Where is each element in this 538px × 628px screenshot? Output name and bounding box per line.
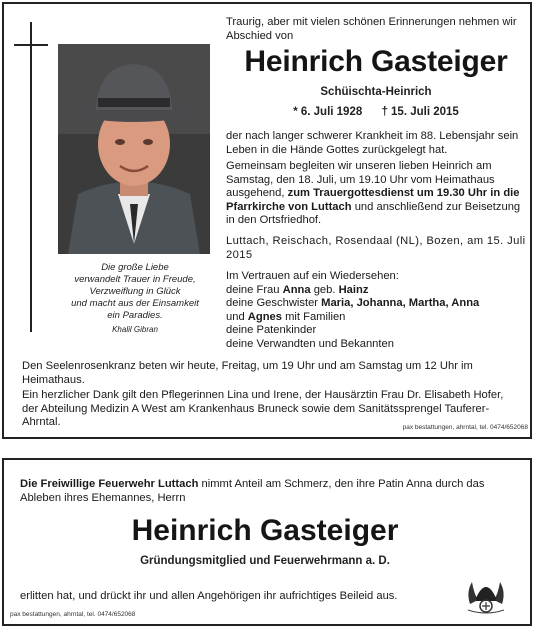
place-date: Luttach, Reischach, Rosendaal (NL), Bozen, am 15. Juli 2015 [226,235,526,261]
funeral-home-footer: pax bestattungen, ahrntal, tel. 0474/652068 [402,424,528,431]
nickname: Schüischta-Heinrich [320,86,432,98]
passing-text: der nach langer schwerer Krankheit im 88. Lebensjahr sein Leben in die Hände Gottes zurückgelegt hat. [226,130,519,156]
cross-icon [30,22,32,332]
quote-line: Verzweiflung in Glück [89,286,181,297]
fire-brigade-emblem-icon [462,574,510,614]
mourners-line [226,297,526,311]
mourners-line: deine Patenkinder [226,324,317,337]
rosary-text: Den Seelenrosenkranz beten wir heute, Freitag, um 19 Uhr und am Samstag um 12 Uhr im Heimathaus. [22,360,473,386]
intro-text: Traurig, aber mit vielen schönen Erinnerungen nehmen wir Abschied von [226,16,517,42]
thanks-text: Ein herzlicher Dank gilt den Pflegerinnen Lina und Irene, der Hausärztin Frau Dr. Elisabeth Hofer, der Abteilung Medizin A West am Krankenhaus Bruneck sowie dem Sanitätssprengel Tauferer-Ahrntal. [22,389,504,429]
quote-line: und macht aus der Einsamkeit [71,298,199,309]
quote [56,262,214,336]
portrait-photo [58,44,210,254]
deceased-name: Heinrich Gasteiger [244,45,508,78]
mourner-name: Maria, Johanna, Martha, Anna [321,297,480,310]
mourner-name: Anna [282,283,311,296]
condolence-intro-text: nimmt Anteil am Schmerz, den ihre Patin Anna durch das Ableben ihres Ehemannes, Herrn [20,478,485,504]
funeral-home-footer: pax bestattungen, ahrntal, tel. 0474/652068 [10,611,136,618]
mourners-line [226,284,526,298]
mourners-line: Im Vertrauen auf ein Wiedersehen: [226,270,399,282]
mourners-text: und [226,310,245,323]
cross-icon-bar [14,44,48,46]
mourner-name: Hainz [338,283,369,296]
organization-name: Die Freiwillige Feuerwehr Luttach [20,478,199,490]
funeral-text-c: und anschließend zur Beisetzung in den Ortsfriedhof. [226,200,521,227]
condolence-closing: erlitten hat, und drückt ihr und allen Angehörigen ihr aufrichtiges Beileid aus. [20,590,398,602]
death-date: † 15. Juli 2015 [381,106,459,118]
mourner-name: Agnes [247,310,282,323]
quote-line: ein Paradies. [107,310,163,321]
deceased-role: Gründungsmitglied und Feuerwehrmann a. D. [140,555,390,567]
mourners-text: geb. [313,283,336,296]
condolence-intro [20,478,520,505]
mourners-line: deine Verwandten und Bekannten [226,337,394,350]
mourners [226,270,526,352]
funeral-text-a: Gemeinsam begleiten wir unseren lieben Heinrich am Samstag, den 18. Juli, um 19.10 Uhr vom Heimathaus ausgehend, [226,160,495,200]
quote-line: Die große Liebe [101,262,169,273]
mourners-text: deine Frau [226,283,280,296]
funeral-text [226,160,526,228]
mourners-text: deine Geschwister [226,297,319,310]
mourners-text: mit Familien [285,310,346,323]
life-dates [226,106,526,118]
quote-author: Khalil Gibran [112,325,158,334]
quote-line: verwandelt Trauer in Freude, [74,274,196,285]
funeral-service: zum Trauergottesdienst um 19.30 Uhr in die Pfarrkirche von Luttach [226,187,520,213]
birth-date: * 6. Juli 1928 [293,106,363,118]
deceased-name: Heinrich Gasteiger [131,514,399,547]
mourners-line [226,311,526,325]
